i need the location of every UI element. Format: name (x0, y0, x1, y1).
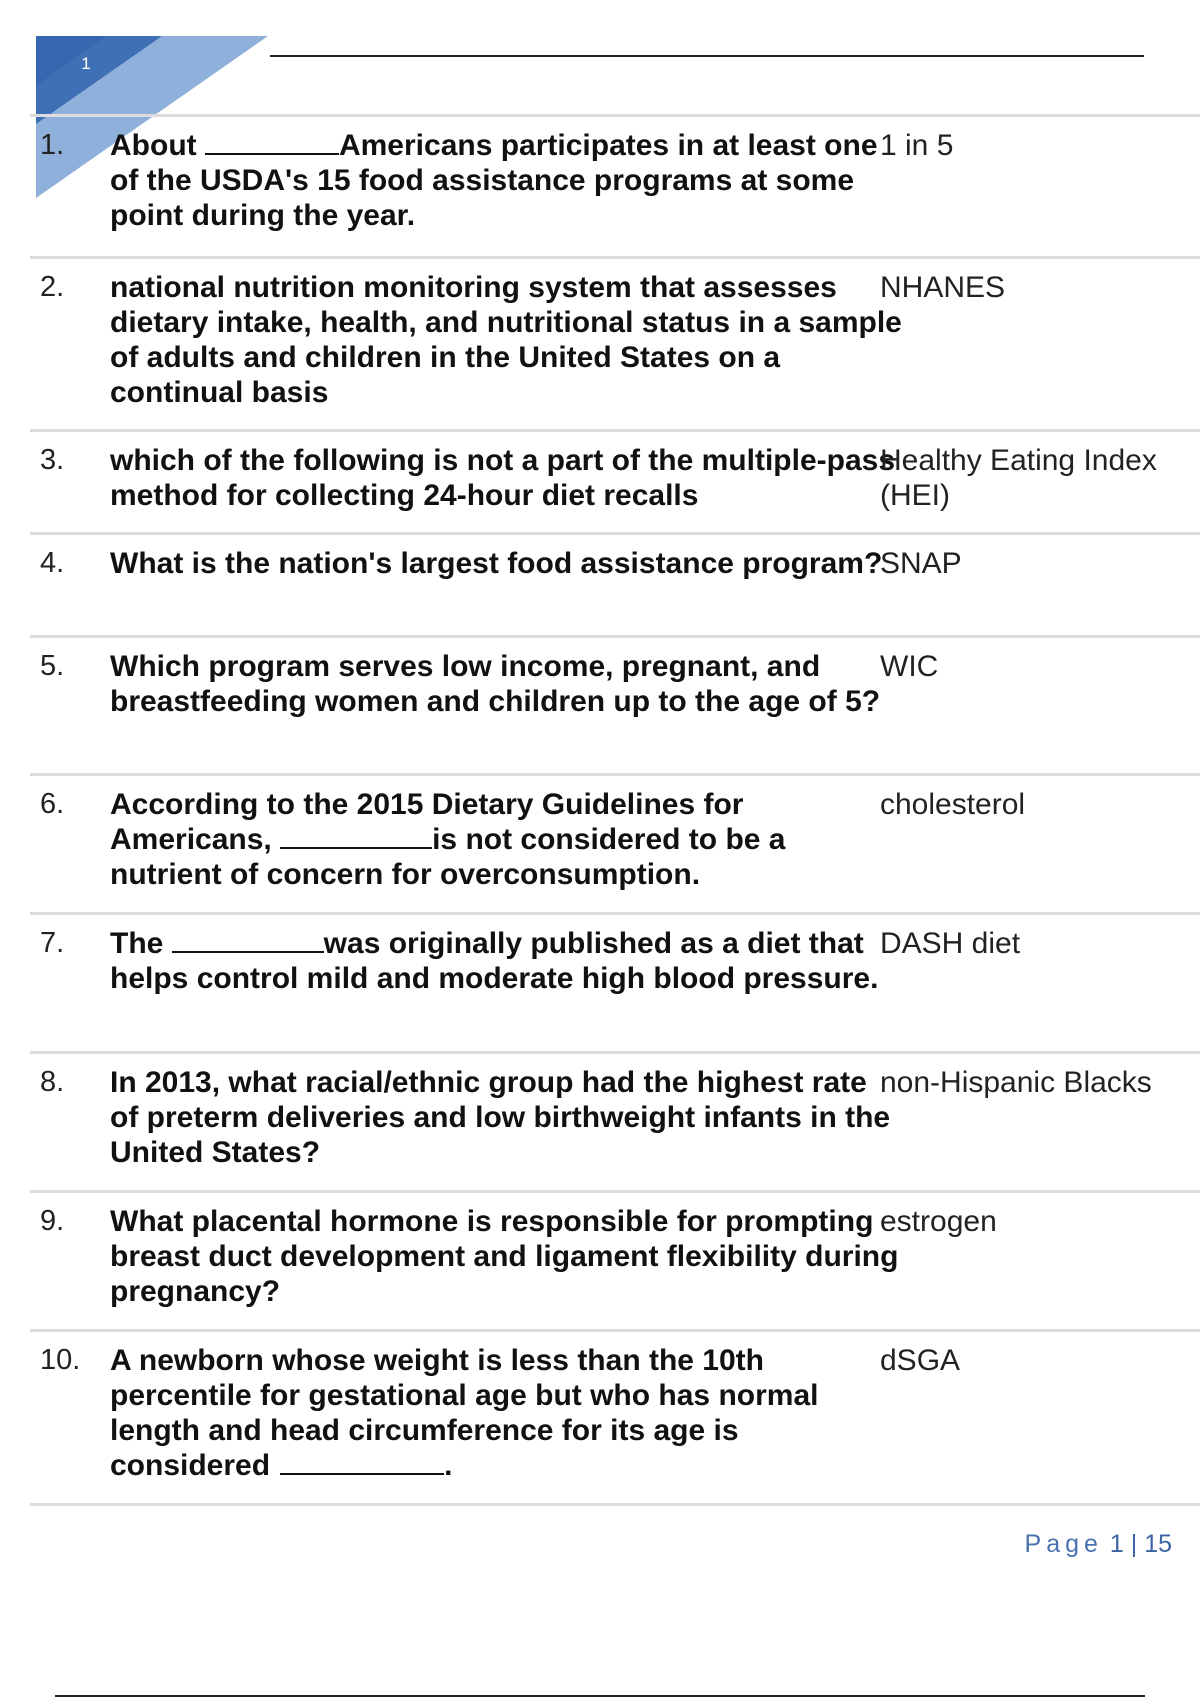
question-answer-table (30, 114, 1200, 1506)
footer-rule (55, 1695, 1145, 1697)
question-text: What placental hormone is responsible for prompting breast duct development and ligament flexibility during pregnancy? (110, 1205, 899, 1308)
fill-in-blank (172, 950, 324, 953)
fill-in-blank (280, 1472, 444, 1475)
page-label: Page (1024, 1530, 1103, 1558)
table-row (30, 117, 1200, 259)
answer-text: Healthy Eating Index (HEI) (880, 444, 1157, 512)
question-number: 10. (40, 1344, 81, 1376)
question-text: A newborn whose weight is less than the 10th percentile for gestational age but who has normal length and head circumference for its age is considered . (110, 1344, 819, 1482)
header-rule (270, 55, 1144, 57)
page-current: 1 (1109, 1530, 1124, 1558)
question-text: which of the following is not a part of the multiple-pass method for collecting 24-hour diet recalls (110, 444, 896, 512)
question-text: In 2013, what racial/ethnic group had the highest rate of preterm deliveries and low birthweight infants in the United States? (110, 1066, 891, 1169)
answer-text: NHANES (880, 271, 1006, 304)
question-text: What is the nation's largest food assistance program? (110, 547, 883, 580)
table-row (30, 915, 1200, 1054)
table-row (30, 638, 1200, 776)
table-row (30, 259, 1200, 432)
table-row (30, 1054, 1200, 1193)
question-text: The was originally published as a diet that helps control mild and moderate high blood pressure. (110, 927, 879, 995)
fill-in-blank (205, 152, 339, 155)
answer-text: dSGA (880, 1344, 961, 1377)
question-number: 3. (40, 444, 65, 476)
answer-text: DASH diet (880, 927, 1021, 960)
question-text: According to the 2015 Dietary Guidelines for Americans, is not considered to be a nutrient of concern for overconsumption. (110, 788, 786, 891)
page-separator: | (1130, 1530, 1138, 1558)
question-number: 9. (40, 1205, 65, 1237)
page-total: 15 (1144, 1530, 1172, 1558)
answer-text: SNAP (880, 547, 962, 580)
answer-text: estrogen (880, 1205, 997, 1238)
table-row (30, 1193, 1200, 1332)
question-number: 5. (40, 650, 65, 682)
table-row (30, 1332, 1200, 1506)
header-page-number: 1 (81, 54, 91, 73)
question-text: Which program serves low income, pregnant, and breastfeeding women and children up to the age of 5? (110, 650, 881, 718)
question-number: 2. (40, 271, 65, 303)
question-text: About Americans participates in at least one of the USDA's 15 food assistance programs at some point during the year. (110, 129, 878, 232)
question-number: 8. (40, 1066, 65, 1098)
fill-in-blank (280, 846, 432, 849)
question-text: national nutrition monitoring system that assesses dietary intake, health, and nutritional status in a sample of adults and children in the United States on a continual basis (110, 271, 902, 409)
question-number: 1. (40, 129, 65, 161)
answer-text: WIC (880, 650, 939, 683)
answer-text: non-Hispanic Blacks (880, 1066, 1152, 1099)
table-row (30, 535, 1200, 638)
table-row (30, 432, 1200, 535)
page-footer (1025, 1530, 1172, 1559)
question-number: 7. (40, 927, 65, 959)
answer-text: cholesterol (880, 788, 1026, 821)
question-number: 6. (40, 788, 65, 820)
answer-text: 1 in 5 (880, 129, 954, 162)
table-row (30, 776, 1200, 915)
question-number: 4. (40, 547, 65, 579)
